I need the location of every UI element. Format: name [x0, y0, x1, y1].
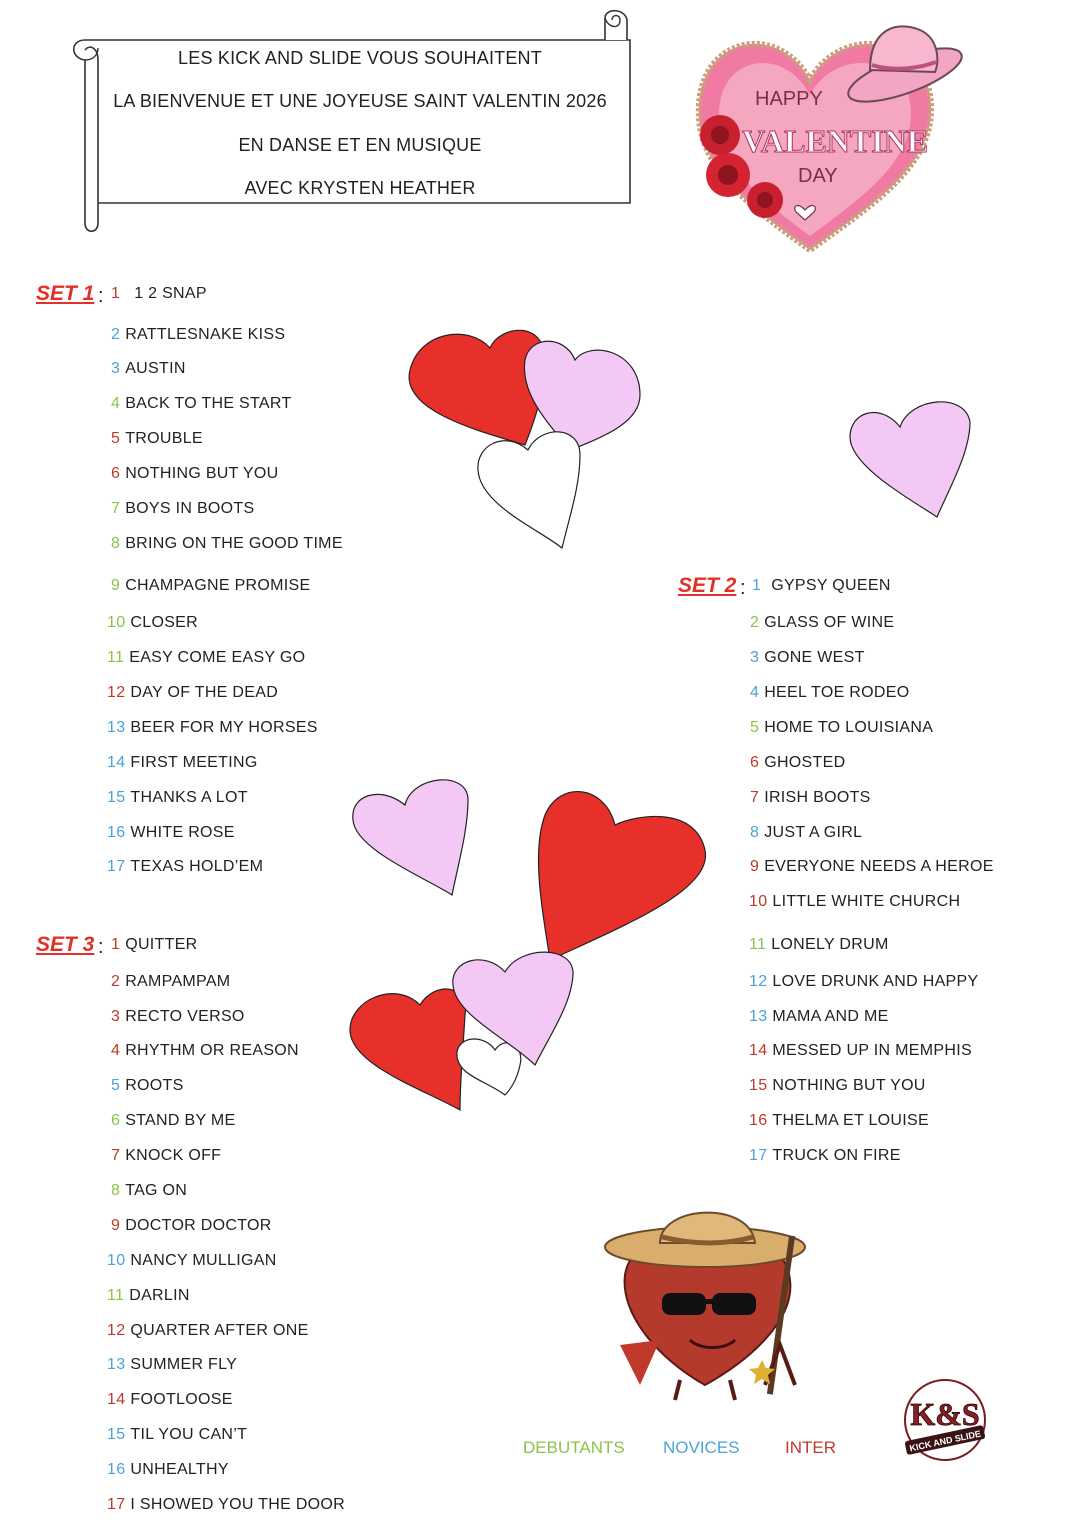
set1-song-10: [107, 614, 198, 632]
song-title: GHOSTED: [764, 754, 846, 771]
song-title: GYPSY QUEEN: [771, 577, 891, 594]
set2-song-16: [749, 1112, 929, 1130]
song-number: 7: [111, 1147, 121, 1164]
song-title: RECTO VERSO: [125, 1008, 245, 1025]
song-number: 5: [111, 430, 121, 447]
set3-song-3: [111, 1008, 245, 1026]
set2-song-17: [749, 1147, 901, 1165]
set1-song-11: [107, 649, 305, 667]
song-number: 5: [111, 1077, 121, 1094]
set1-song-7: [111, 500, 254, 518]
set1-song-1: [111, 285, 207, 303]
song-number: 15: [107, 1426, 126, 1443]
song-title: LITTLE WHITE CHURCH: [772, 893, 961, 910]
song-title: DAY OF THE DEAD: [130, 684, 279, 701]
song-number: 1: [752, 577, 762, 594]
set3-song-5: [111, 1077, 184, 1095]
song-number: 10: [107, 1252, 126, 1269]
song-title: RHYTHM OR REASON: [125, 1042, 299, 1059]
set3-song-17: [107, 1496, 345, 1514]
song-title: NOTHING BUT YOU: [125, 465, 279, 482]
song-number: 6: [750, 754, 760, 771]
song-title: TRUCK ON FIRE: [772, 1147, 901, 1164]
song-number: 17: [107, 858, 126, 875]
set2-song-13: [749, 1008, 889, 1026]
song-number: 6: [111, 1112, 121, 1129]
song-title: MESSED UP IN MEMPHIS: [772, 1042, 972, 1059]
song-number: 15: [107, 789, 126, 806]
song-number: 1: [111, 936, 121, 953]
logo-monogram: K&S: [910, 1396, 980, 1432]
song-number: 10: [107, 614, 126, 631]
song-number: 15: [749, 1077, 768, 1094]
badge-day: DAY: [798, 165, 838, 187]
song-title: BEER FOR MY HORSES: [130, 719, 318, 736]
set2-song-4: [750, 684, 909, 702]
song-number: 14: [749, 1042, 768, 1059]
legend-inter: INTER: [785, 1438, 836, 1457]
song-title: 1 2 SNAP: [134, 285, 207, 302]
set1-colon: :: [98, 285, 104, 307]
set1-song-3: [111, 360, 186, 378]
set3-song-16: [107, 1461, 229, 1479]
set3-song-9: [111, 1217, 272, 1235]
set2-song-10: [749, 893, 960, 911]
set3-song-11: [107, 1287, 190, 1305]
badge-happy: HAPPY: [755, 88, 823, 110]
set1-song-13: [107, 719, 318, 737]
song-number: 9: [111, 577, 121, 594]
set3-title: SET 3: [36, 933, 95, 956]
song-number: 8: [111, 1182, 121, 1199]
header-line-3: EN DANSE ET EN MUSIQUE: [238, 135, 482, 155]
song-number: 17: [107, 1496, 126, 1513]
song-title: WHITE ROSE: [130, 824, 235, 841]
song-title: DOCTOR DOCTOR: [125, 1217, 272, 1234]
song-number: 3: [111, 1008, 121, 1025]
song-number: 4: [111, 395, 121, 412]
set3-song-2: [111, 973, 230, 991]
song-title: JUST A GIRL: [764, 824, 863, 841]
song-number: 4: [750, 684, 760, 701]
song-number: 11: [107, 1287, 125, 1304]
heart-red-large: [535, 785, 715, 965]
song-number: 10: [749, 893, 768, 910]
song-title: IRISH BOOTS: [764, 789, 871, 806]
song-title: STAND BY ME: [125, 1112, 236, 1129]
song-title: LONELY DRUM: [771, 936, 889, 953]
song-number: 13: [749, 1008, 768, 1025]
legend-debutants: DEBUTANTS: [523, 1438, 625, 1457]
set2-song-14: [749, 1042, 972, 1060]
set2-song-7: [750, 789, 871, 807]
song-number: 3: [111, 360, 121, 377]
song-title: QUARTER AFTER ONE: [130, 1322, 309, 1339]
set1-song-6: [111, 465, 278, 483]
song-number: 17: [749, 1147, 768, 1164]
legend-novices: NOVICES: [663, 1438, 740, 1457]
song-title: HEEL TOE RODEO: [764, 684, 910, 701]
song-number: 4: [111, 1042, 121, 1059]
song-title: TIL YOU CAN’T: [130, 1426, 248, 1443]
song-number: 5: [750, 719, 760, 736]
song-number: 12: [107, 1322, 126, 1339]
song-number: 6: [111, 465, 121, 482]
set3-song-14: [107, 1391, 233, 1409]
set1-song-14: [107, 754, 258, 772]
scroll-banner: [60, 8, 640, 238]
song-number: 11: [749, 936, 767, 953]
set1-song-17: [107, 858, 263, 876]
song-number: 13: [107, 1356, 126, 1373]
song-title: UNHEALTHY: [130, 1461, 229, 1478]
song-number: 16: [107, 1461, 126, 1478]
set3-song-1: [111, 936, 198, 954]
song-title: TAG ON: [125, 1182, 188, 1199]
set2-song-15: [749, 1077, 926, 1095]
set2-title: SET 2: [678, 574, 737, 597]
song-number: 8: [111, 535, 121, 552]
kick-and-slide-logo: [895, 1375, 995, 1470]
set2-song-6: [750, 754, 845, 772]
song-title: FOOTLOOSE: [130, 1391, 233, 1408]
set3-colon: :: [98, 936, 104, 958]
song-title: GLASS OF WINE: [764, 614, 895, 631]
set3-song-15: [107, 1426, 247, 1444]
song-title: CHAMPAGNE PROMISE: [125, 577, 311, 594]
song-title: CLOSER: [130, 614, 199, 631]
song-title: NANCY MULLIGAN: [130, 1252, 277, 1269]
set2-colon: :: [740, 577, 746, 599]
song-number: 2: [750, 614, 760, 631]
song-title: SUMMER FLY: [130, 1356, 238, 1373]
header-line-2: LA BIENVENUE ET UNE JOYEUSE SAINT VALENTIN 2026: [113, 91, 607, 111]
song-title: ROOTS: [125, 1077, 184, 1094]
song-title: LOVE DRUNK AND HAPPY: [772, 973, 979, 990]
song-number: 16: [107, 824, 126, 841]
song-title: TEXAS HOLD’EM: [130, 858, 264, 875]
badge-valentine: VALENTINE: [742, 123, 929, 159]
song-number: 2: [111, 973, 121, 990]
set1-song-4: [111, 395, 292, 413]
song-number: 1: [111, 285, 121, 302]
set2-song-12: [749, 973, 978, 991]
set2-song-2: [750, 614, 894, 632]
song-number: 13: [107, 719, 126, 736]
set2-song-1: [752, 577, 891, 595]
set3-song-7: [111, 1147, 221, 1165]
set1-song-16: [107, 824, 235, 842]
cowboy-heart-mascot-image: [600, 1195, 830, 1405]
song-title: QUITTER: [125, 936, 198, 953]
set3-song-10: [107, 1252, 277, 1270]
song-title: AUSTIN: [125, 360, 186, 377]
set1-song-9: [111, 577, 310, 595]
song-number: 14: [107, 1391, 126, 1408]
set3-song-12: [107, 1322, 309, 1340]
set1-song-12: [107, 684, 278, 702]
set3-song-13: [107, 1356, 237, 1374]
song-number: 12: [749, 973, 768, 990]
song-title: EASY COME EASY GO: [129, 649, 306, 666]
song-title: GONE WEST: [764, 649, 865, 666]
song-title: BRING ON THE GOOD TIME: [125, 535, 343, 552]
song-title: HOME TO LOUISIANA: [764, 719, 934, 736]
set3-song-4: [111, 1042, 299, 1060]
set3-song-6: [111, 1112, 236, 1130]
set1-song-8: [111, 535, 343, 553]
song-number: 9: [111, 1217, 121, 1234]
song-title: FIRST MEETING: [130, 754, 258, 771]
song-title: I SHOWED YOU THE DOOR: [130, 1496, 346, 1513]
song-number: 7: [750, 789, 760, 806]
header-line-1: LES KICK AND SLIDE VOUS SOUHAITENT: [178, 48, 542, 68]
hearts-cluster-bottom: [345, 940, 580, 1115]
song-number: 11: [107, 649, 125, 666]
set2-song-8: [750, 824, 862, 842]
header-line-4: AVEC KRYSTEN HEATHER: [244, 178, 476, 198]
hearts-cluster-top: [400, 320, 650, 555]
song-title: BACK TO THE START: [125, 395, 292, 412]
song-title: NOTHING BUT YOU: [772, 1077, 926, 1094]
set1-song-5: [111, 430, 203, 448]
song-title: EVERYONE NEEDS A HEROE: [764, 858, 994, 875]
set2-song-9: [750, 858, 994, 876]
set2-song-3: [750, 649, 865, 667]
song-number: 7: [111, 500, 121, 517]
song-title: RATTLESNAKE KISS: [125, 326, 286, 343]
valentine-badge-image: [680, 10, 970, 260]
song-number: 16: [749, 1112, 768, 1129]
song-title: TROUBLE: [125, 430, 203, 447]
heart-pink-middle: [350, 770, 475, 900]
song-number: 2: [111, 326, 121, 343]
song-title: THANKS A LOT: [130, 789, 248, 806]
song-title: MAMA AND ME: [772, 1008, 889, 1025]
logo-text: KICK AND SLIDE: [908, 1428, 982, 1454]
set2-song-11: [749, 936, 889, 954]
set1-title: SET 1: [36, 282, 95, 305]
song-number: 12: [107, 684, 126, 701]
song-title: RAMPAMPAM: [125, 973, 231, 990]
set1-song-15: [107, 789, 248, 807]
song-title: DARLIN: [129, 1287, 190, 1304]
song-title: BOYS IN BOOTS: [125, 500, 255, 517]
song-number: 8: [750, 824, 760, 841]
song-title: KNOCK OFF: [125, 1147, 222, 1164]
set3-song-8: [111, 1182, 187, 1200]
set1-song-2: [111, 326, 285, 344]
song-number: 9: [750, 858, 760, 875]
song-number: 3: [750, 649, 760, 666]
song-number: 14: [107, 754, 126, 771]
song-title: THELMA ET LOUISE: [772, 1112, 929, 1129]
heart-pink-right: [845, 392, 975, 522]
set2-song-5: [750, 719, 933, 737]
